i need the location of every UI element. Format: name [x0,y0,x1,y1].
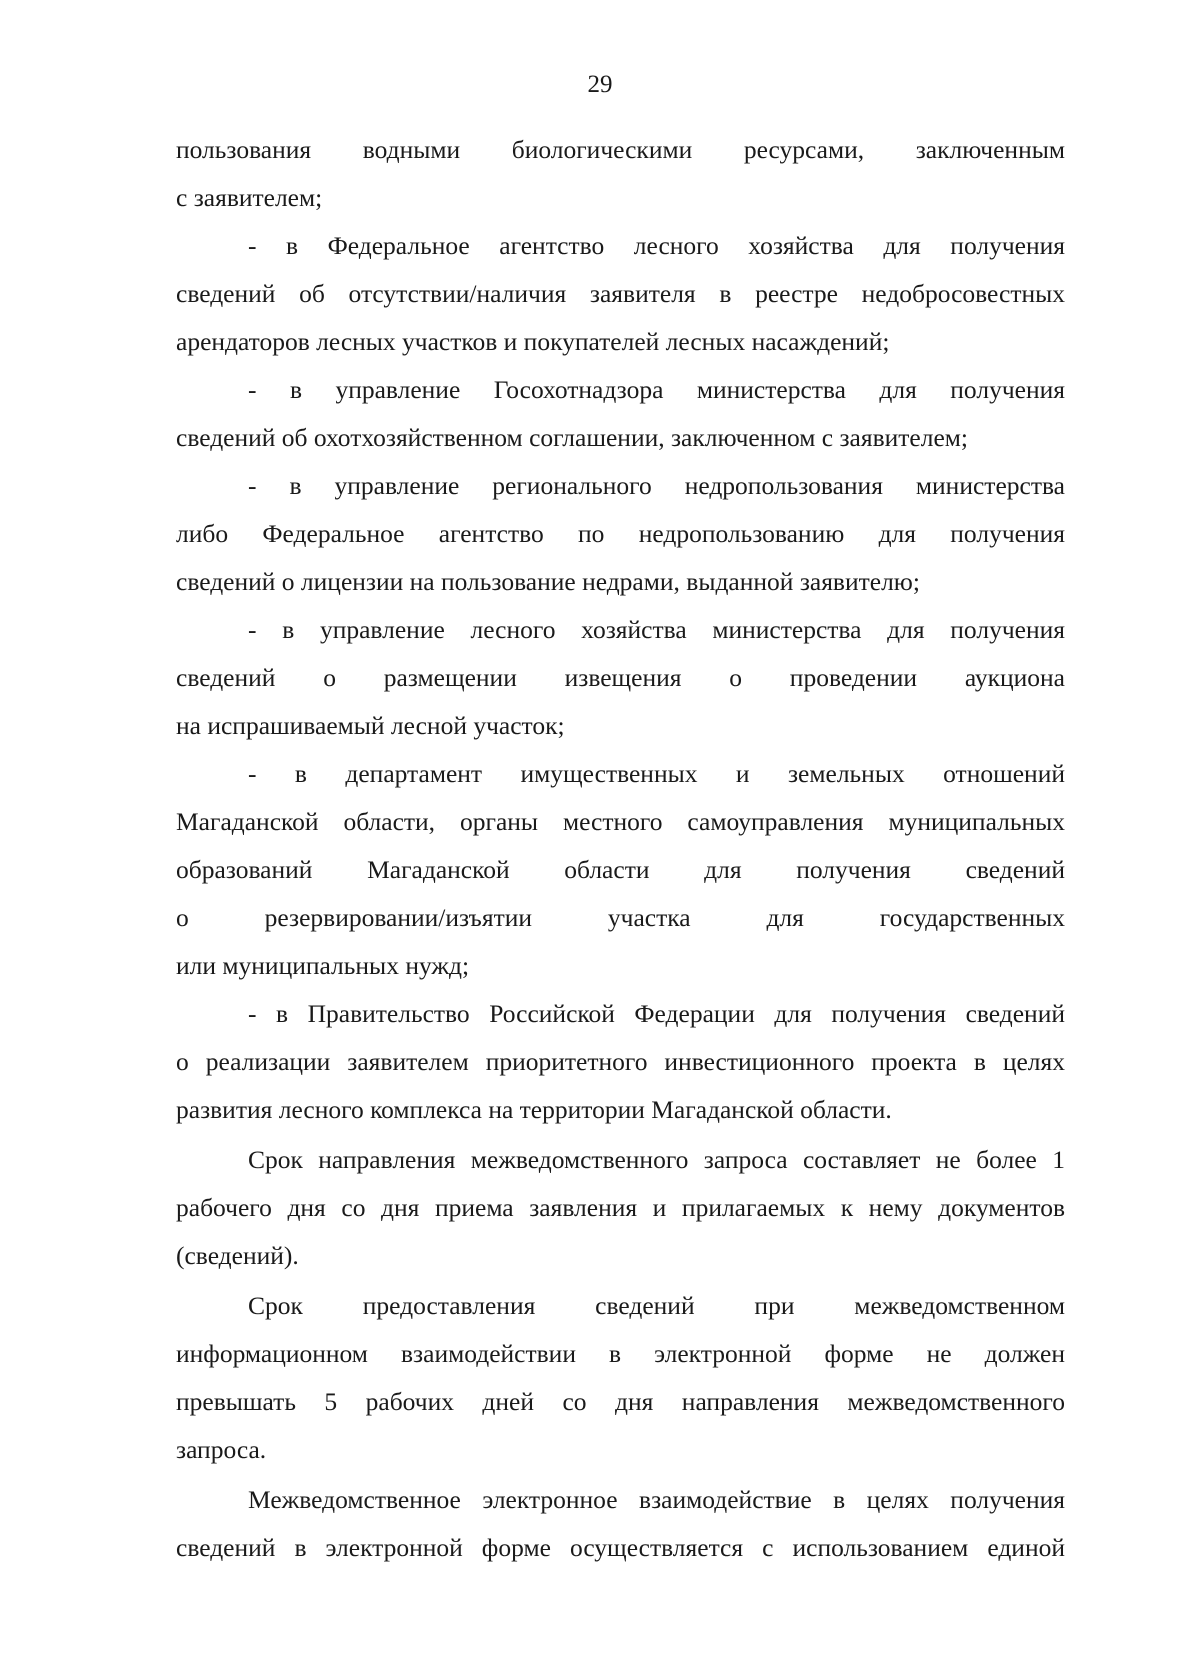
text-line: либо Федеральное агентство по недропользованию для получения [176,519,1065,548]
text-line: сведений в электронной форме осуществляется с использованием единой [176,1533,1065,1562]
document-body [176,126,1065,1572]
text-line: сведений об охотхозяйственном соглашении, заключенном с заявителем; [176,423,969,452]
text-line: о резервировании/изъятии участка для государственных [176,903,1065,932]
paragraph-line: Межведомственное электронное взаимодействие в целях получения [248,1485,1065,1514]
text-line: рабочего дня со дня приема заявления и прилагаемых к нему документов [176,1193,1065,1222]
list-item-line: - в управление Госохотнадзора министерства для получения [248,375,1065,404]
text-line: сведений об отсутствии/наличия заявителя в реестре недобросовестных [176,279,1065,308]
text-line: или муниципальных нужд; [176,951,470,980]
text-line: сведений о размещении извещения о проведении аукциона [176,663,1065,692]
page-number: 29 [587,71,613,98]
paragraph-line: Срок предоставления сведений при межведомственном [248,1291,1065,1320]
text-line: превышать 5 рабочих дней со дня направления межведомственного [176,1387,1065,1416]
list-item-line: - в управление лесного хозяйства министерства для получения [248,615,1065,644]
list-item-line: - в управление регионального недропользования министерства [248,471,1065,500]
text-line: Магаданской области, органы местного самоуправления муниципальных [176,807,1065,836]
list-item-line: - в Правительство Российской Федерации для получения сведений [248,999,1065,1028]
text-line: сведений о лицензии на пользование недрами, выданной заявителю; [176,567,920,596]
list-item-line: - в департамент имущественных и земельных отношений [248,759,1065,788]
text-line: пользования водными биологическими ресурсами, заключенным [176,135,1065,164]
text-line: о реализации заявителем приоритетного инвестиционного проекта в целях [176,1047,1065,1076]
text-line: с заявителем; [176,183,323,212]
paragraph-line: Срок направления межведомственного запроса составляет не более 1 [248,1145,1065,1174]
text-line: запроса. [176,1435,267,1464]
text-line: (сведений). [176,1241,299,1270]
text-line: образований Магаданской области для получения сведений [176,855,1065,884]
text-line: арендаторов лесных участков и покупателей лесных насаждений; [176,327,890,356]
text-line: развития лесного комплекса на территории Магаданской области. [176,1095,892,1124]
list-item-line: - в Федеральное агентство лесного хозяйства для получения [248,231,1065,260]
text-line: информационном взаимодействии в электронной форме не должен [176,1339,1065,1368]
text-line: на испрашиваемый лесной участок; [176,711,565,740]
